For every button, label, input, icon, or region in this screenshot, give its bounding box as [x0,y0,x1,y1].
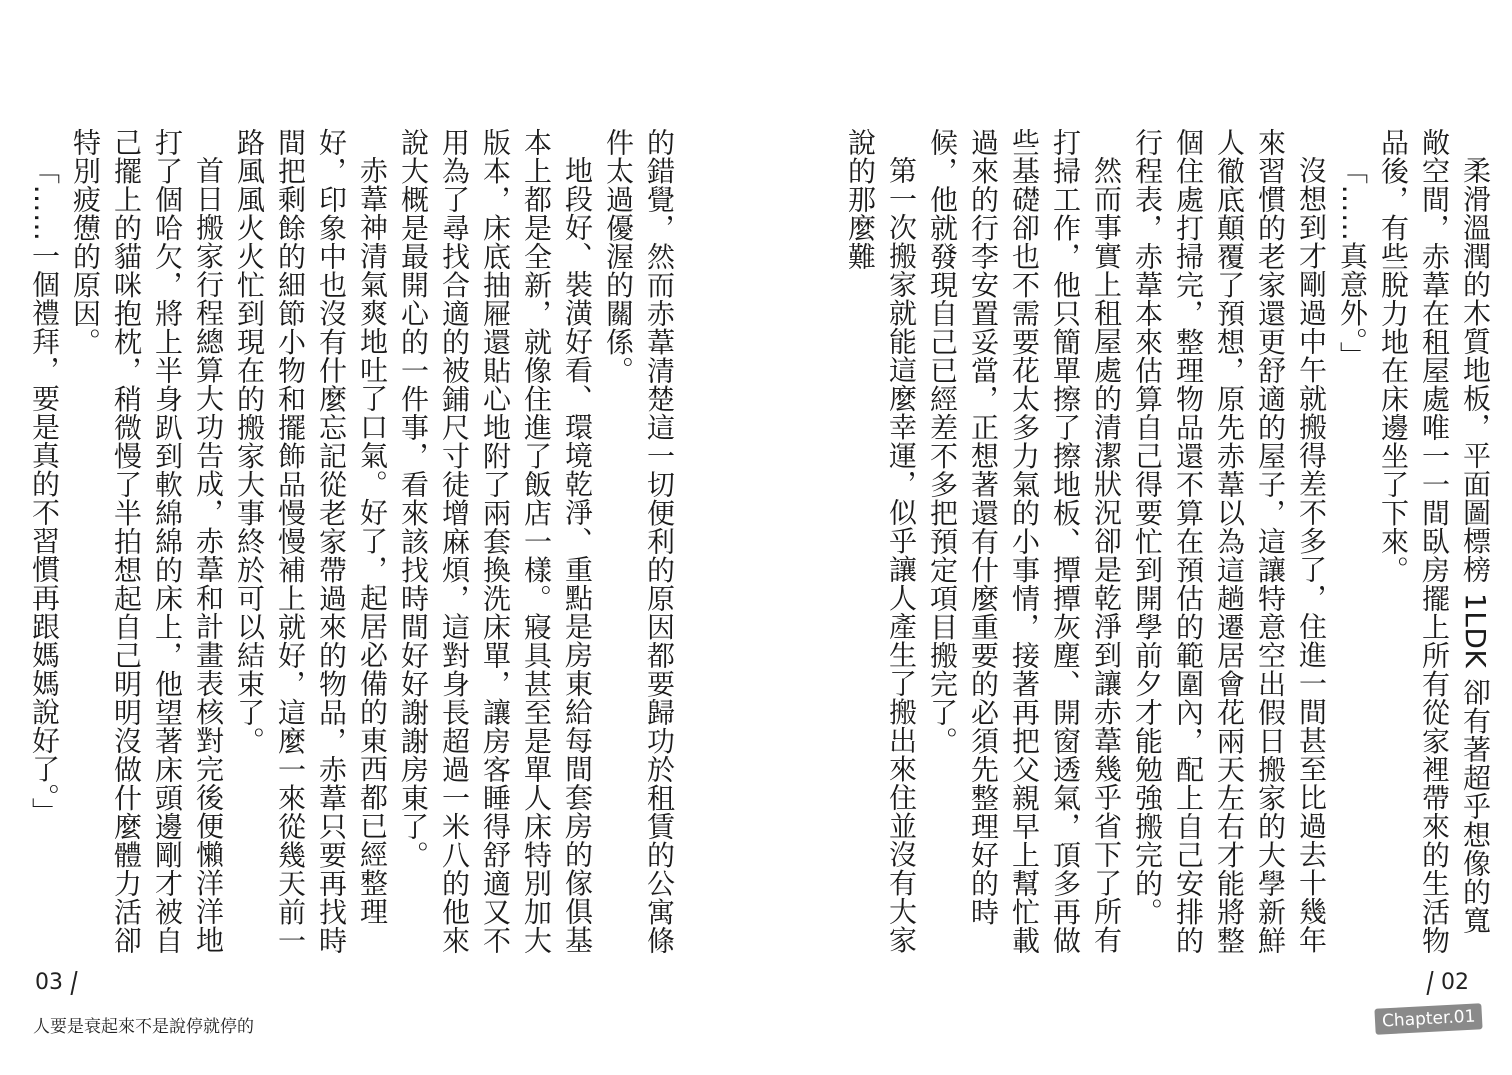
paragraph: 柔滑溫潤的木質地板，平面圖標榜 1LDK 卻有著超乎想像的寬敞空間，赤葦在租屋處唯一一間臥房擺上所有從家裡帶來的生活物品後，有些脫力地在床邊坐了下來。 [1377,128,1492,955]
right-page-number [1429,970,1469,995]
paragraph: 「……真意外。」 [1336,156,1369,370]
slash-divider [1426,971,1433,995]
page-number: 03 [35,970,63,995]
paragraph: 地段好、裝潢好看、環境乾淨、重點是房東給每間套房的傢俱基本上都是全新，就像住進了飯店一樣。寢具甚至是單人床特別加大版本，床底抽屜還貼心地附了兩套換洗床單，讓房客睡得舒適又不用為了尋找合適的被鋪尺寸徒增麻煩，這對身長超過一米八的他來說大概是最開心的一件事，看來該找時間好好謝謝房東了。 [397,128,594,955]
chapter-label: Chapter.01 [1374,1003,1483,1035]
book-title: 人要是衰起來不是說停就停的 [33,1017,254,1037]
paragraph: 的錯覺，然而赤葦清楚這一切便利的原因都要歸功於租賃的公寓條件太過優渥的關係。 [602,128,676,955]
paragraph: 「……一個禮拜，要是真的不習慣再跟媽媽說好了。」 [28,156,61,826]
left-page-number [35,970,75,995]
paragraph: 沒想到才剛過中午就搬得差不多了，住進一間甚至比過去十幾年來習慣的老家還更舒適的屋子，這讓特意空出假日搬家的大學新鮮人徹底顛覆了預想，原先赤葦以為這趟遷居會花兩天左右才能將整個住處打掃完，整理物品還不算在預估的範圍內，配上自己安排的行程表，赤葦本來估算自己得要忙到開學前夕才能勉強搬完的。 [1131,128,1328,955]
page-number: 02 [1441,970,1469,995]
paragraph: 首日搬家行程總算大功告成，赤葦和計畫表核對完後便懶洋洋地打了個哈欠，將上半身趴到軟綿綿的床上，他望著床頭邊剛才被自己擺上的貓咪抱枕，稍微慢了半拍想起自己明明沒做什麼體力活卻特別疲憊的原因。 [69,128,225,955]
slash-divider [70,971,77,995]
paragraph: 赤葦神清氣爽地吐了口氣。好了，起居必備的東西都已經整理好，印象中也沒有什麼忘記從老家帶過來的物品，赤葦只要再找時間把剩餘的細節小物和擺飾品慢慢補上就好，這麼一來從幾天前一路風風火火忙到現在的搬家大事終於可以結束了。 [233,128,389,955]
right-page [756,0,1512,1075]
paragraph: 第一次搬家就能這麼幸運，似乎讓人產生了搬出來住並沒有大家說的那麼難 [844,128,918,954]
right-page-text [844,128,1496,958]
paragraph: 然而事實上租屋處的清潔狀況卻是乾淨到讓赤葦幾乎省下了所有打掃工作，他只簡單擦了擦地板、撢撢灰塵、開窗透氣，頂多再做些基礎卻也不需要花太多力氣的小事情，接著再把父親早上幫忙載過來的行李安置妥當，正想著還有什麼重要的必須先整理好的時候，他就發現自己已經差不多把預定項目搬完了。 [926,128,1123,955]
left-page-text [28,128,680,958]
